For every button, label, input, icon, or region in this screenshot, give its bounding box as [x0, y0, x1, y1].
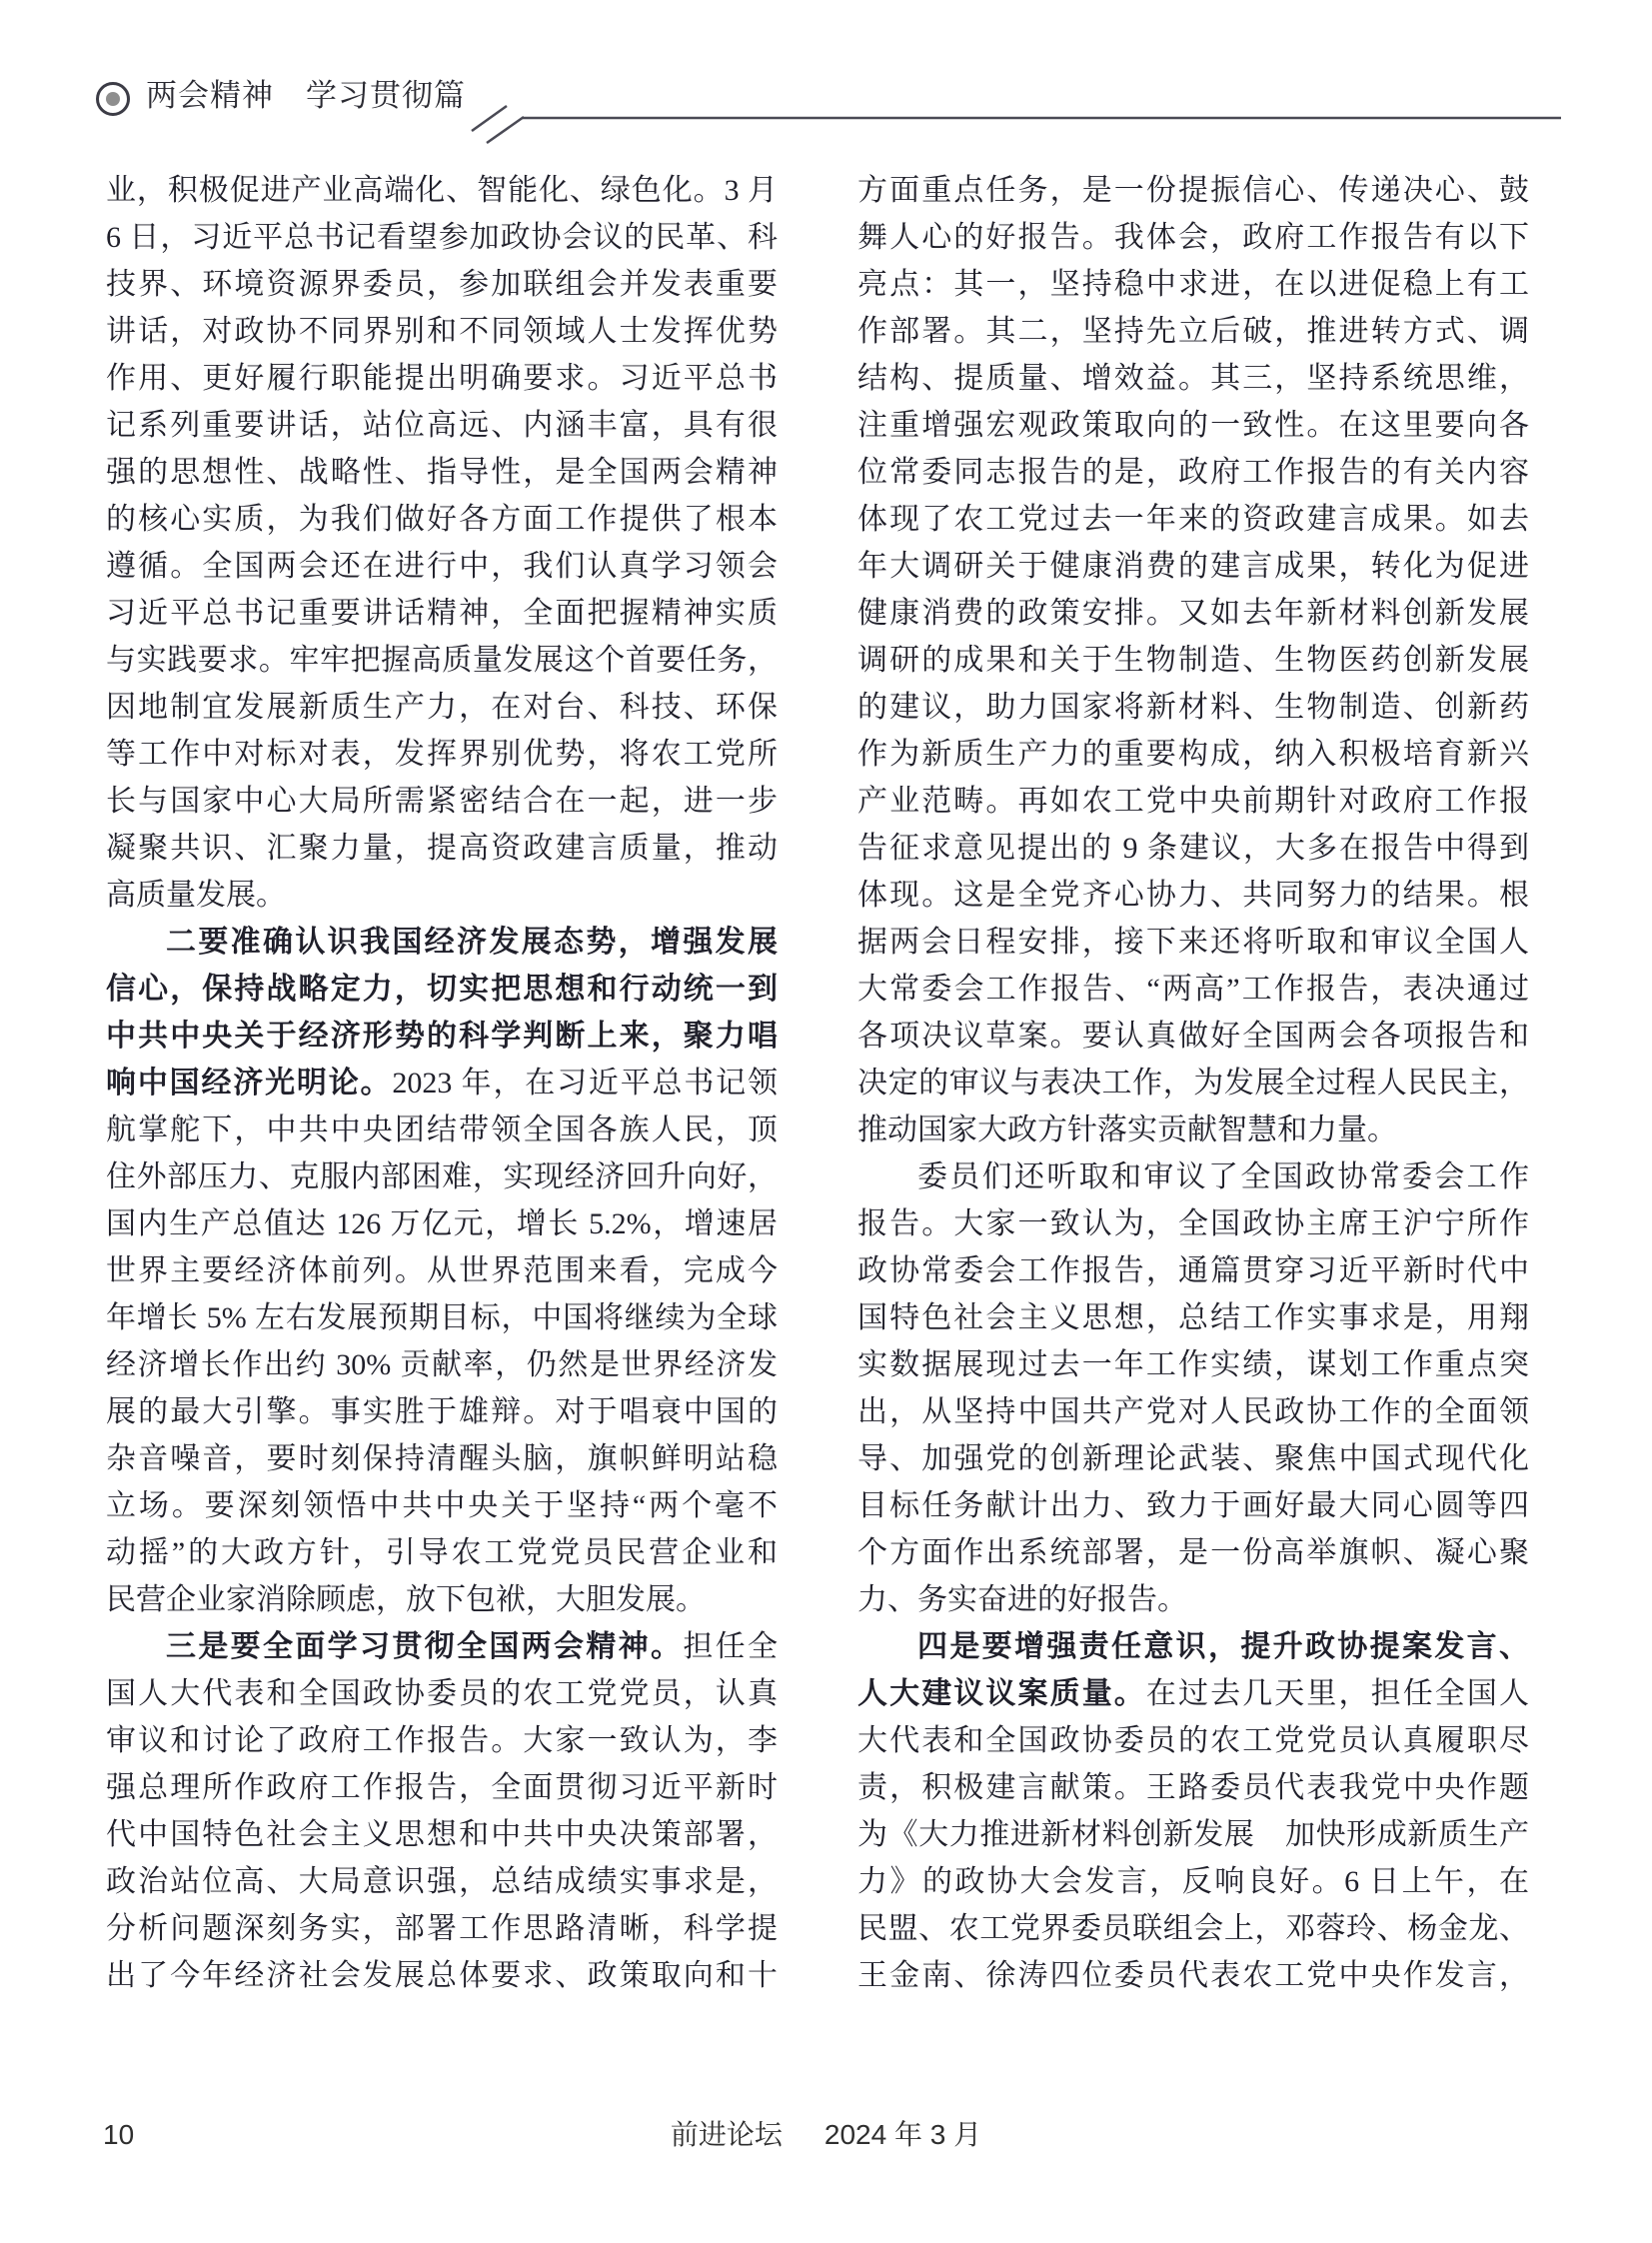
text-line: 健康消费的政策安排。又如去年新材料创新发展 [857, 597, 1529, 630]
text-line: 的建议，助力国家将新材料、生物制造、创新药 [857, 691, 1529, 724]
text-line: 体现。这是全党齐心协力、共同努力的结果。根 [857, 879, 1529, 912]
text-line: 因地制宜发展新质生产力，在对台、科技、环保 [106, 691, 778, 724]
text-line: 动摇”的大政方针，引导农工党党员民营企业和 [106, 1536, 778, 1569]
text-line: 住外部压力、克服内部困难，实现经济回升向好， [106, 1160, 778, 1193]
text-line: 国内生产总值达 126 万亿元，增长 5.2%，增速居 [106, 1207, 778, 1240]
journal-title: 前进论坛 [670, 2119, 783, 2150]
text-line: 四是要增强责任意识，提升政协提案发言、 [917, 1630, 1529, 1663]
text-line: 力》的政协大会发言，反响良好。6 日上午，在 [857, 1865, 1529, 1898]
text-line: 为《大力推进新材料创新发展 加快形成新质生产 [857, 1818, 1529, 1851]
text-line: 个方面作出系统部署，是一份高举旗帜、凝心聚 [857, 1536, 1529, 1569]
text-line: 代中国特色社会主义思想和中共中央决策部署， [106, 1818, 778, 1851]
text-line: 展的最大引擎。事实胜于雄辩。对于唱衰中国的 [106, 1395, 778, 1428]
text-line: 年增长 5% 左右发展预期目标，中国将继续为全球 [106, 1301, 778, 1334]
text-line: 等工作中对标对表，发挥界别优势，将农工党所 [106, 738, 778, 771]
text-line: 6 日，习近平总书记看望参加政协会议的民革、科 [106, 221, 778, 254]
text-line: 报告。大家一致认为，全国政协主席王沪宁所作 [857, 1207, 1529, 1240]
text-line: 政治站位高、大局意识强，总结成绩实事求是， [106, 1865, 778, 1898]
text-line: 大常委会工作报告、“两高”工作报告，表决通过 [857, 973, 1529, 1006]
text-line: 方面重点任务，是一份提振信心、传递决心、鼓 [857, 174, 1529, 207]
text-line: 遵循。全国两会还在进行中，我们认真学习领会 [106, 550, 778, 583]
text-line: 人大建议议案质量。在过去几天里，担任全国人 [857, 1677, 1529, 1710]
text-line: 民营企业家消除顾虑，放下包袱，大胆发展。 [106, 1583, 706, 1616]
text-line: 国人大代表和全国政协委员的农工党党员，认真 [106, 1677, 778, 1710]
text-line: 国特色社会主义思想，总结工作实事求是，用翔 [857, 1301, 1529, 1334]
text-line: 的核心实质，为我们做好各方面工作提供了根本 [106, 503, 778, 536]
text-line: 调研的成果和关于生物制造、生物医药创新发展 [857, 644, 1529, 677]
text-line: 委员们还听取和审议了全国政协常委会工作 [917, 1160, 1529, 1193]
text-line: 二要准确认识我国经济发展态势，增强发展 [166, 926, 778, 959]
bullseye-dot [106, 92, 120, 106]
text-line: 据两会日程安排，接下来还将听取和审议全国人 [857, 926, 1529, 959]
text-line: 导、加强党的创新理论武装、聚焦中国式现代化 [857, 1442, 1529, 1475]
text-line: 作为新质生产力的重要构成，纳入积极培育新兴 [857, 738, 1529, 771]
text-line: 杂音噪音，要时刻保持清醒头脑，旗帜鲜明站稳 [106, 1442, 778, 1475]
text-line: 年大调研关于健康消费的建言成果，转化为促进 [857, 550, 1529, 583]
text-line: 强总理所作政府工作报告，全面贯彻习近平新时 [106, 1771, 778, 1804]
column-right [857, 167, 1529, 1999]
text-line: 响中国经济光明论。2023 年，在习近平总书记领 [106, 1067, 778, 1100]
text-line: 决定的审议与表决工作，为发展全过程人民民主， [857, 1067, 1529, 1100]
text-line: 强的思想性、战略性、指导性，是全国两会精神 [106, 456, 778, 489]
text-line: 各项决议草案。要认真做好全国两会各项报告和 [857, 1020, 1529, 1053]
text-line: 中共中央关于经济形势的科学判断上来，聚力唱 [106, 1020, 778, 1053]
text-line: 世界主要经济体前列。从世界范围来看，完成今 [106, 1254, 778, 1287]
text-line: 讲话，对政协不同界别和不同领域人士发挥优势 [106, 315, 778, 348]
page-number: 10 [103, 2119, 135, 2150]
section-header-title: 两会精神 学习贯彻篇 [146, 78, 466, 113]
text-line: 责，积极建言献策。王路委员代表我党中央作题 [857, 1771, 1529, 1804]
text-line: 结构、提质量、增效益。其三，坚持系统思维， [857, 362, 1529, 395]
bullseye-icon [96, 82, 130, 116]
text-line: 业，积极促进产业高端化、智能化、绿色化。3 月 [106, 174, 778, 207]
text-line: 技界、环境资源界委员，参加联组会并发表重要 [106, 268, 778, 301]
text-line: 航掌舵下，中共中央团结带领全国各族人民，顶 [106, 1114, 778, 1146]
text-line: 作部署。其二，坚持先立后破，推进转方式、调 [857, 315, 1529, 348]
text-line: 习近平总书记重要讲话精神，全面把握精神实质 [106, 597, 778, 630]
text-line: 目标任务献计出力、致力于画好最大同心圆等四 [857, 1489, 1529, 1522]
text-line: 民盟、农工党界委员联组会上，邓蓉玲、杨金龙、 [857, 1912, 1529, 1945]
text-line: 分析问题深刻务实，部署工作思路清晰，科学提 [106, 1912, 778, 1945]
text-line: 记系列重要讲话，站位高远、内涵丰富，具有很 [106, 409, 778, 442]
issue-date: 2024 年 3 月 [824, 2119, 982, 2150]
column-left [106, 167, 778, 1999]
text-line: 实数据展现过去一年工作实绩，谋划工作重点突 [857, 1348, 1529, 1381]
text-line: 舞人心的好报告。我体会，政府工作报告有以下 [857, 221, 1529, 254]
text-line: 位常委同志报告的是，政府工作报告的有关内容 [857, 456, 1529, 489]
text-line: 力、务实奋进的好报告。 [857, 1583, 1187, 1616]
text-line: 大代表和全国政协委员的农工党党员认真履职尽 [857, 1724, 1529, 1757]
text-line: 信心，保持战略定力，切实把思想和行动统一到 [106, 973, 778, 1006]
text-line: 出了今年经济社会发展总体要求、政策取向和十 [106, 1959, 778, 1992]
text-line: 体现了农工党过去一年来的资政建言成果。如去 [857, 503, 1529, 536]
footer-center [0, 2115, 1652, 2155]
text-line: 出，从坚持中国共产党对人民政协工作的全面领 [857, 1395, 1529, 1428]
header-rule-decoration [450, 90, 1569, 146]
text-line: 经济增长作出约 30% 贡献率，仍然是世界经济发 [106, 1348, 778, 1381]
text-line: 凝聚共识、汇聚力量，提高资政建言质量，推动 [106, 832, 778, 865]
text-line: 审议和讨论了政府工作报告。大家一致认为，李 [106, 1724, 778, 1757]
text-line: 推动国家大政方针落实贡献智慧和力量。 [857, 1114, 1397, 1146]
text-line: 作用、更好履行职能提出明确要求。习近平总书 [106, 362, 778, 395]
text-line: 政协常委会工作报告，通篇贯穿习近平新时代中 [857, 1254, 1529, 1287]
text-line: 三是要全面学习贯彻全国两会精神。担任全 [166, 1630, 778, 1663]
text-line: 与实践要求。牢牢把握高质量发展这个首要任务， [106, 644, 778, 677]
text-line: 产业范畴。再如农工党中央前期针对政府工作报 [857, 785, 1529, 818]
text-line: 立场。要深刻领悟中共中央关于坚持“两个毫不 [106, 1489, 778, 1522]
text-line: 亮点：其一，坚持稳中求进，在以进促稳上有工 [857, 268, 1529, 301]
text-line: 告征求意见提出的 9 条建议，大多在报告中得到 [857, 832, 1529, 865]
text-line: 高质量发展。 [106, 879, 286, 912]
text-line: 王金南、徐涛四位委员代表农工党中央作发言， [857, 1959, 1529, 1992]
text-line: 注重增强宏观政策取向的一致性。在这里要向各 [857, 409, 1529, 442]
text-line: 长与国家中心大局所需紧密结合在一起，进一步 [106, 785, 778, 818]
